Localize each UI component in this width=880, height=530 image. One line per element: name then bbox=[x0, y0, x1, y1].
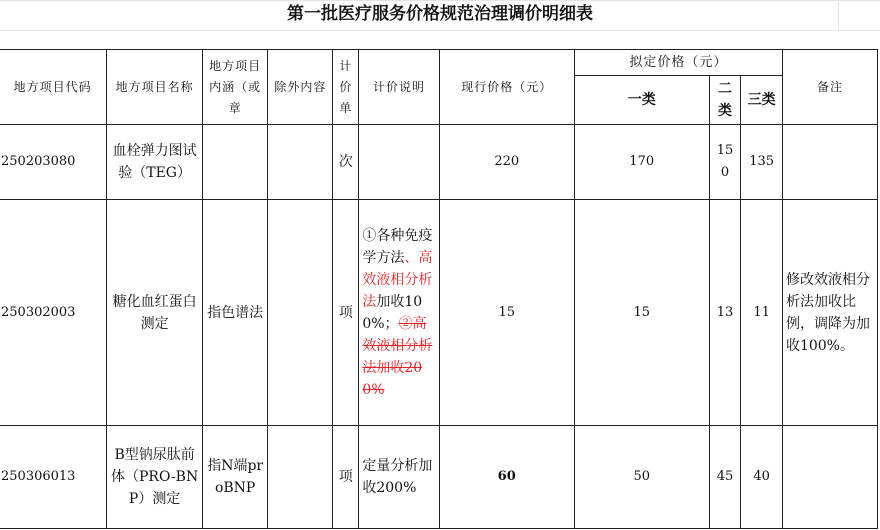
cell-code: 250306013 bbox=[0, 426, 107, 529]
header-remark: 备注 bbox=[782, 50, 877, 125]
cell-class1-price: 170 bbox=[574, 125, 709, 200]
cell-exclude bbox=[268, 200, 333, 426]
cell-remark bbox=[782, 125, 877, 200]
cell-class3-price: 11 bbox=[741, 200, 783, 426]
cell-exclude bbox=[268, 426, 333, 529]
cell-class3-price: 135 bbox=[741, 125, 783, 200]
cell-code: 250302003 bbox=[0, 200, 107, 426]
cell-class1-price: 15 bbox=[574, 200, 709, 426]
cell-unit: 项 bbox=[333, 200, 359, 426]
cell-name: 血栓弹力图试验（TEG） bbox=[107, 125, 203, 200]
cell-remark bbox=[782, 426, 877, 529]
cell-exclude bbox=[268, 125, 333, 200]
header-content: 地方项目内涵（或章 bbox=[202, 50, 267, 125]
desc-added-text: 、高效液相分析法 bbox=[362, 249, 433, 310]
cell-content: 指N端proBNP bbox=[202, 426, 267, 529]
cell-content: 指色谱法 bbox=[202, 200, 267, 426]
cell-code: 250203080 bbox=[0, 125, 107, 200]
desc-text: 定量分析加收200% bbox=[362, 458, 433, 496]
header-current-price: 现行价格（元） bbox=[439, 50, 574, 125]
cell-content bbox=[202, 125, 267, 200]
table-row bbox=[0, 200, 878, 426]
header-unit: 计价单 bbox=[333, 50, 359, 125]
cell-desc bbox=[359, 125, 439, 200]
cell-desc bbox=[359, 200, 439, 426]
cell-desc bbox=[359, 426, 439, 529]
cell-class2-price: 150 bbox=[709, 125, 741, 200]
cell-remark: 修改效液相分析法加收比例，调降为加收100%。 bbox=[782, 200, 877, 426]
cell-current-price: 60 bbox=[439, 426, 574, 529]
cell-name: 糖化血红蛋白测定 bbox=[107, 200, 203, 426]
header-code: 地方项目代码 bbox=[0, 50, 107, 125]
cell-class2-price: 13 bbox=[709, 200, 741, 426]
header-class1: 一类 bbox=[574, 76, 709, 125]
cell-current-price: 15 bbox=[439, 200, 574, 426]
header-row bbox=[0, 50, 878, 76]
desc-deleted-text: ②高效液相分析法加收200% bbox=[362, 315, 433, 398]
cell-class2-price: 45 bbox=[709, 426, 741, 529]
header-exclude: 除外内容 bbox=[268, 50, 333, 125]
header-proposed-price: 拟定价格（元） bbox=[574, 50, 782, 76]
table-row bbox=[0, 125, 878, 200]
header-name: 地方项目名称 bbox=[107, 50, 203, 125]
price-table bbox=[0, 49, 878, 529]
cell-current-price: 220 bbox=[439, 125, 574, 200]
page-title: 第一批医疗服务价格规范治理调价明细表 bbox=[287, 4, 593, 24]
header-desc: 计价说明 bbox=[359, 50, 439, 125]
table-row bbox=[0, 426, 878, 529]
cell-unit: 次 bbox=[333, 125, 359, 200]
header-class2: 二类 bbox=[709, 76, 741, 125]
grid-line bbox=[0, 30, 880, 31]
header-class3: 三类 bbox=[741, 76, 783, 125]
desc-text-2: 加收100%； bbox=[362, 293, 423, 332]
desc-text: ①各种免疫学方法 bbox=[362, 227, 433, 266]
cell-class1-price: 50 bbox=[574, 426, 709, 529]
cell-unit: 项 bbox=[333, 426, 359, 529]
cell-class3-price: 40 bbox=[741, 426, 783, 529]
cell-name: B型钠尿肽前体（PRO-BNP）测定 bbox=[107, 426, 203, 529]
